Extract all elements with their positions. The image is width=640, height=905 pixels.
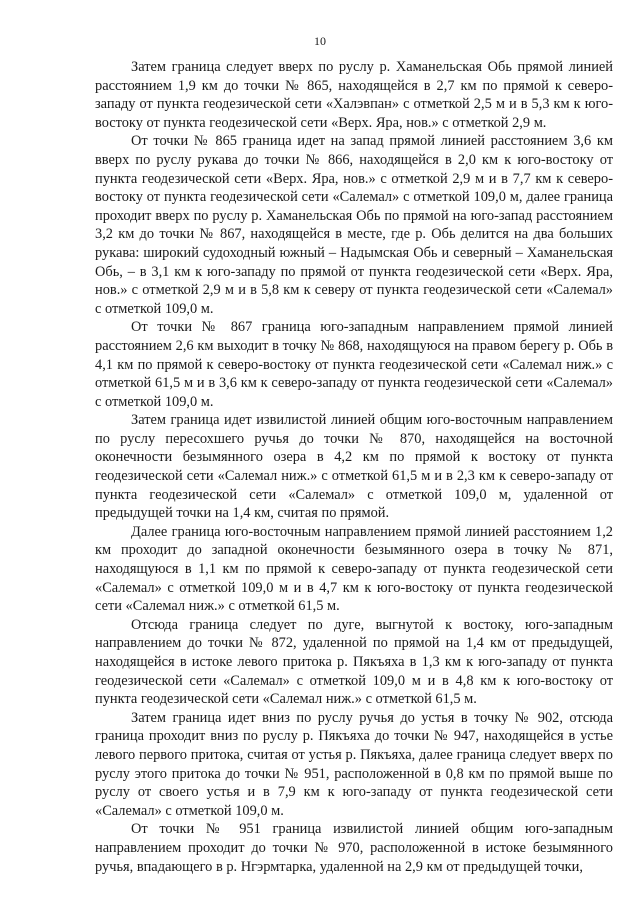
paragraph-8: От точки № 951 граница извилистой линией общим юго-западным направлением проходит до точки № 970, расположенной в истоке безымянного ручья, впадающего в р. Нгэрмтарка, удаленной на 2,9 км от предыдущей точки, <box>95 821 613 875</box>
paragraph-6: Отсюда граница следует по дуге, выгнутой к востоку, юго-западным направлением до точки № 872, удаленной по прямой на 1,4 км от предыдущей, находящейся в истоке левого притока р. Пякъяха в 1,3 км к юго-западу от пункта геодезической сети «Салемал» с отметкой 109,0 м и в 4,8 км к юго-востоку от пункта геодезической сети «Салемал ниж.» с отметкой 61,5 м. <box>95 616 613 708</box>
paragraph-5: Далее граница юго-восточным направлением прямой линией расстоянием 1,2 км проходит до западной оконечности безымянного озера в точку № 871, находящуюся в 1,1 км по прямой к северо-западу от пункта геодезической сети «Салемал» с отметкой 109,0 м и в 4,7 км к юго-востоку от пункта геодезической сети «Салемал ниж.» с отметкой 61,5 м. <box>95 523 613 615</box>
paragraph-4: Затем граница идет извилистой линией общим юго-восточным направлением по руслу пересохшего ручья до точки № 870, находящейся на восточной оконечности безымянного озера в 4,2 км по прямой к востоку от пункта геодезической сети «Салемал ниж.» с отметкой 61,5 м и в 2,3 км к северо-западу от пункта геодезической сети «Салемал» с отметкой 109,0 м, удаленной от предыдущей точки на 1,4 км, считая по прямой. <box>95 412 613 522</box>
paragraph-7: Затем граница идет вниз по руслу ручья до устья в точку № 902, отсюда граница проходит вниз по руслу р. Пякъяха до точки № 947, находящейся в устье левого первого притока, считая от устья р. Пякъяха, далее граница следует вверх по руслу этого притока до точки № 951, расположенной в 0,8 км по прямой выше по руслу от своего устья и в 7,9 км к юго-западу от пункта геодезической сети «Салемал» с отметкой 109,0 м. <box>95 709 613 819</box>
paragraph-3: От точки № 867 граница юго-западным направлением прямой линией расстоянием 2,6 км выходит в точку № 868, находящуюся на правом берегу р. Обь в 4,1 км по прямой к северо-востоку от пункта геодезической сети «Салемал ниж.» с отметкой 61,5 м и в 3,6 км к северо-западу от пункта геодезической сети «Салемал» с отметкой 109,0 м. <box>95 319 613 410</box>
page-number: 10 <box>314 34 326 48</box>
paragraph-2: От точки № 865 граница идет на запад прямой линией расстоянием 3,6 км вверх по руслу рукава до точки № 866, находящейся в 2,0 км к юго-востоку от пункта геодезической сети «Верх. Яра, нов.» с отметкой 2,9 м и в 7,7 км к северо-востоку от пункта геодезической сети «Салемал» с отметкой 109,0 м, далее граница проходит вверх по руслу р. Хаманельская Обь по прямой на юго-запад расстоянием 3,2 км до точки № 867, находящейся в месте, где р. Обь делится на два больших рукава: широкий судоходный южный – Надымская Обь и северный – Хаманельская Обь, – в 3,1 км к юго-западу по прямой от пункта геодезической сети «Верх. Яра, нов.» с отметкой 2,9 м и в 5,8 км к северу от пункта геодезической сети «Салемал» с отметкой 109,0 м. <box>95 133 613 317</box>
document-body <box>95 58 613 876</box>
paragraph-1: Затем граница следует вверх по руслу р. Хаманельская Обь прямой линией расстоянием 1,9 км до точки № 865, находящейся в 2,7 км по прямой к северо-западу от пункта геодезической сети «Халэвпан» с отметкой 2,5 м и в 5,3 км к юго-востоку от пункта геодезической сети «Верх. Яра, нов.» с отметкой 2,9 м. <box>95 59 613 131</box>
